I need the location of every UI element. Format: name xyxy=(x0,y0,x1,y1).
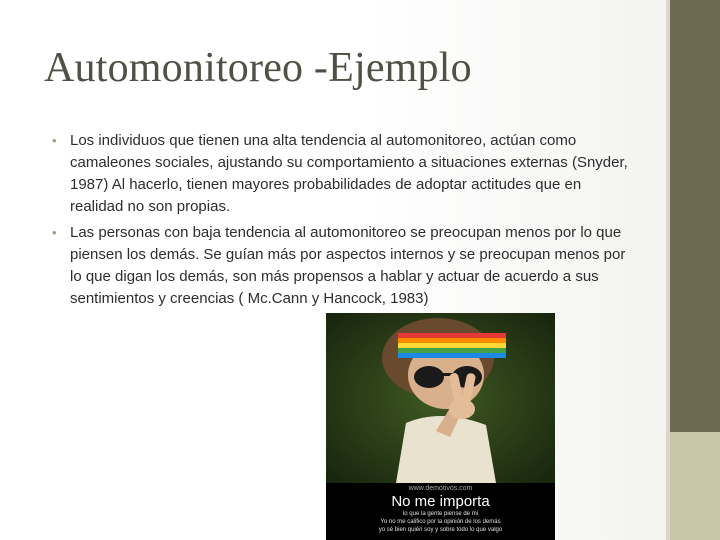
poster-caption xyxy=(326,483,555,540)
girl-peace-sign-photo xyxy=(326,313,555,483)
caption-site: www.demotivos.com xyxy=(408,485,473,492)
bullet-marker: • xyxy=(52,225,57,240)
bullet-text: Los individuos que tienen una alta tendencia al automonitoreo, actúan como camaleones sociales, ajustando su comportamiento a situaciones externas (Snyder, 1987) Al hacerlo, tienen mayores probabilidades de adoptar actitudes que en realidad no son propias. xyxy=(70,132,628,215)
caption-line: Yo no me califico por la opinión de los demás xyxy=(380,519,501,525)
motivational-poster-image xyxy=(326,313,555,540)
caption-title: No me importa xyxy=(391,493,490,510)
bullet-item xyxy=(52,130,637,218)
bullet-marker: • xyxy=(52,133,57,148)
caption-line: lo que la gente piense de mi xyxy=(402,511,479,517)
bullet-item xyxy=(52,222,637,310)
bullet-text: Las personas con baja tendencia al automonitoreo se preocupan menos por lo que piensen los demás. Se guían más por aspectos internos y se preocupan menos por lo que digan los demás, son más propensos a hablar y actuar de acuerdo a sus sentimientos y creencias ( Mc.Cann y Hancock, 1983) xyxy=(70,224,626,307)
bullet-list xyxy=(52,130,637,314)
slide-title: Automonitoreo -Ejemplo xyxy=(44,45,472,91)
side-decoration-accent xyxy=(670,432,720,540)
caption-line: yo sé bien quién soy y sobre todo lo que valgo xyxy=(378,527,503,533)
